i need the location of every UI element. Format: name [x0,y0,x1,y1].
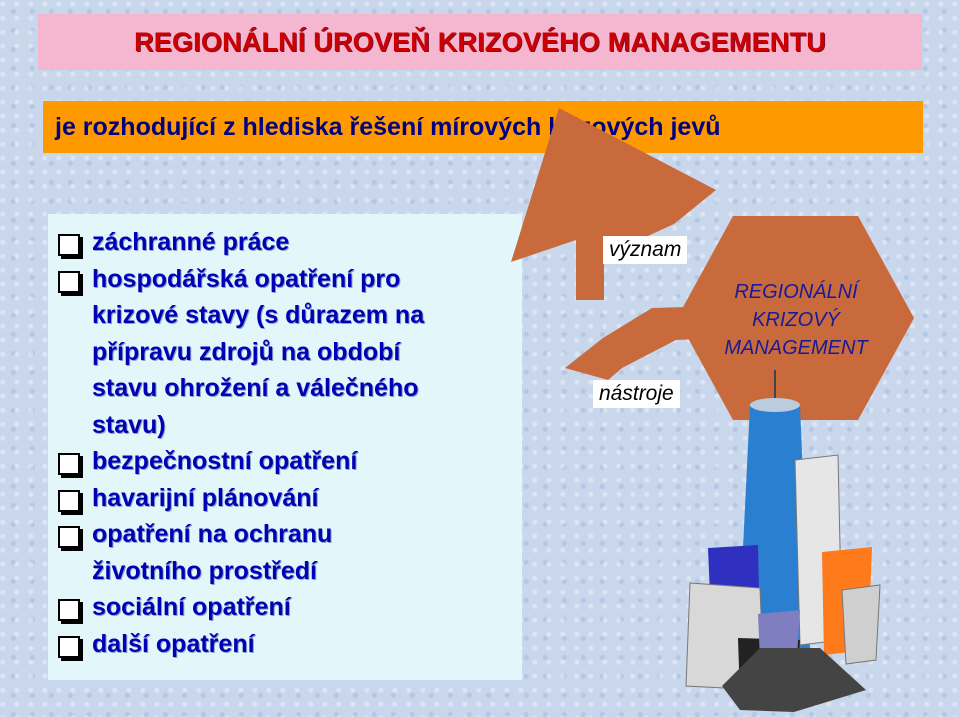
list-item-line: sociální opatření [92,593,291,621]
hexagon-label [706,278,886,362]
list-item-line: přípravu zdrojů na období [92,337,401,366]
list-item-line: stavu ohrožení a válečného [92,374,419,402]
hexagon-line: REGIONÁLNÍ [734,281,858,303]
list-item-line: bezpečnostní opatření [92,447,358,475]
skyline-illustration [686,370,880,712]
list-item-line: stavu) [92,410,166,439]
page-subtitle: je rozhodující z hlediska řešení mírových krizových jevů [55,112,721,141]
list-item-line: opatření na ochranu [92,520,333,548]
list-item-line: záchranné práce [92,228,290,256]
list-item-line: životního prostředí [92,556,317,585]
list-item-line: havarijní plánování [92,483,319,512]
list-item-line: hospodářská opatření pro [92,264,401,293]
hexagon-line: MANAGEMENT [724,337,868,359]
hexagon-line: KRIZOVÝ [752,309,840,331]
page-title: REGIONÁLNÍ ÚROVEŇ KRIZOVÉHO MANAGEMENTU [134,26,826,57]
arrow-up-shape [511,108,716,300]
list-item-line: krizové stavy (s důrazem na [92,301,425,329]
label-vyznam: význam [603,236,687,264]
label-nastroje: nástroje [593,380,680,408]
list-item-line: další opatření [92,629,255,658]
